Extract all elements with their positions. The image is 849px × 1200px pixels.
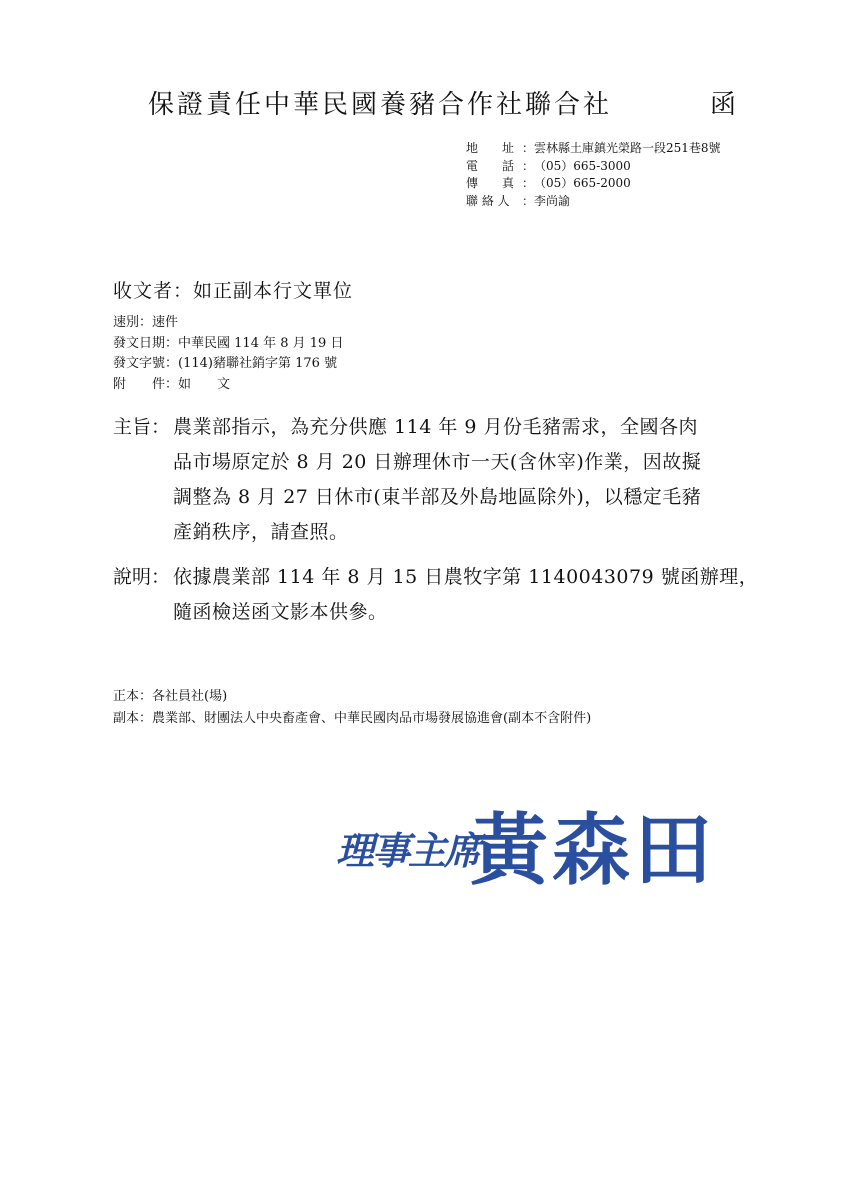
subject-line: 品市場原定於 8 月 20 日辦理休市一天(含休宰)作業，因故擬 <box>173 451 702 473</box>
contact-address: 地 址 ： 雲林縣土庫鎮光榮路一段251巷8號 <box>466 140 721 158</box>
meta-value: 速件 <box>152 315 179 330</box>
meta-value: 中華民國 114 年 8 月 19 日 <box>178 335 344 351</box>
meta-date: 發文日期 ： 中華民國 114 年 8 月 19 日 <box>113 334 343 355</box>
contact-value: （05）665-3000 <box>534 158 631 173</box>
meta-speed: 速別 ： 速件 <box>113 313 343 334</box>
meta-label: 速別 <box>113 315 140 330</box>
meta-label: 發文字號 <box>113 356 166 371</box>
meta-value: 如 文 <box>178 376 231 392</box>
explanation-body <box>173 560 779 630</box>
contact-label: 傳 真 <box>466 176 515 190</box>
contact-label: 電 話 <box>466 158 515 173</box>
contact-block <box>466 140 721 210</box>
recipient-line: 收文者：如正副本行文單位 <box>113 280 354 302</box>
explanation-line: 依據農業部 114 年 8 月 15 日農牧字第 1140043079 號函辦理， <box>173 566 759 588</box>
subject-line: 農業部指示，為充分供應 114 年 9 月份毛豬需求，全國各肉 <box>173 416 699 438</box>
explanation-line: 隨函檢送函文影本供參。 <box>173 601 388 623</box>
subject-body <box>173 410 779 550</box>
contact-value: （05）665-2000 <box>534 176 631 190</box>
meta-label: 發文日期 <box>113 335 166 351</box>
contact-value: 雲林縣土庫鎮光榮路一段251巷8號 <box>534 141 721 155</box>
signature-title: 理事主席 <box>336 829 481 873</box>
contact-person: 聯 絡 人 ： 李尚諭 <box>466 193 721 211</box>
meta-attachment: 附 件 ： 如 文 <box>113 375 343 396</box>
org-name: 保證責任中華民國養豬合作社聯合社 <box>148 90 613 120</box>
contact-value: 李尚諭 <box>534 193 571 208</box>
subject-line: 調整為 8 月 27 日休市(東半部及外島地區除外)，以穩定毛豬 <box>173 486 702 508</box>
meta-value: (114)豬聯社銷字第 176 號 <box>178 356 338 371</box>
signature-name: 黃森田 <box>470 806 717 896</box>
meta-label: 附 件 <box>113 376 166 392</box>
explanation-paragraph <box>113 560 779 630</box>
contact-phone: 電 話 ： （05）665-3000 <box>466 158 721 176</box>
distribution-copy: 副本：農業部、財團法人中央畜產會、中華民國肉品市場發展協進會(副本不含附件) <box>113 711 592 726</box>
meta-block <box>113 313 343 395</box>
explanation-label: 說明： <box>113 566 171 588</box>
doc-type: 函 <box>710 90 740 120</box>
subject-label: 主旨： <box>113 416 171 438</box>
contact-label: 聯 絡 人 <box>466 193 510 208</box>
subject-paragraph <box>113 410 779 550</box>
distribution-block <box>113 686 591 730</box>
subject-line: 產銷秩序，請查照。 <box>173 521 349 543</box>
distribution-main: 正本：各社員社(場) <box>113 689 228 704</box>
meta-doc-number: 發文字號 ： (114)豬聯社銷字第 176 號 <box>113 354 343 375</box>
contact-fax: 傳 真 ： （05）665-2000 <box>466 175 721 193</box>
document-title <box>148 84 748 121</box>
contact-label: 地 址 <box>466 141 515 155</box>
